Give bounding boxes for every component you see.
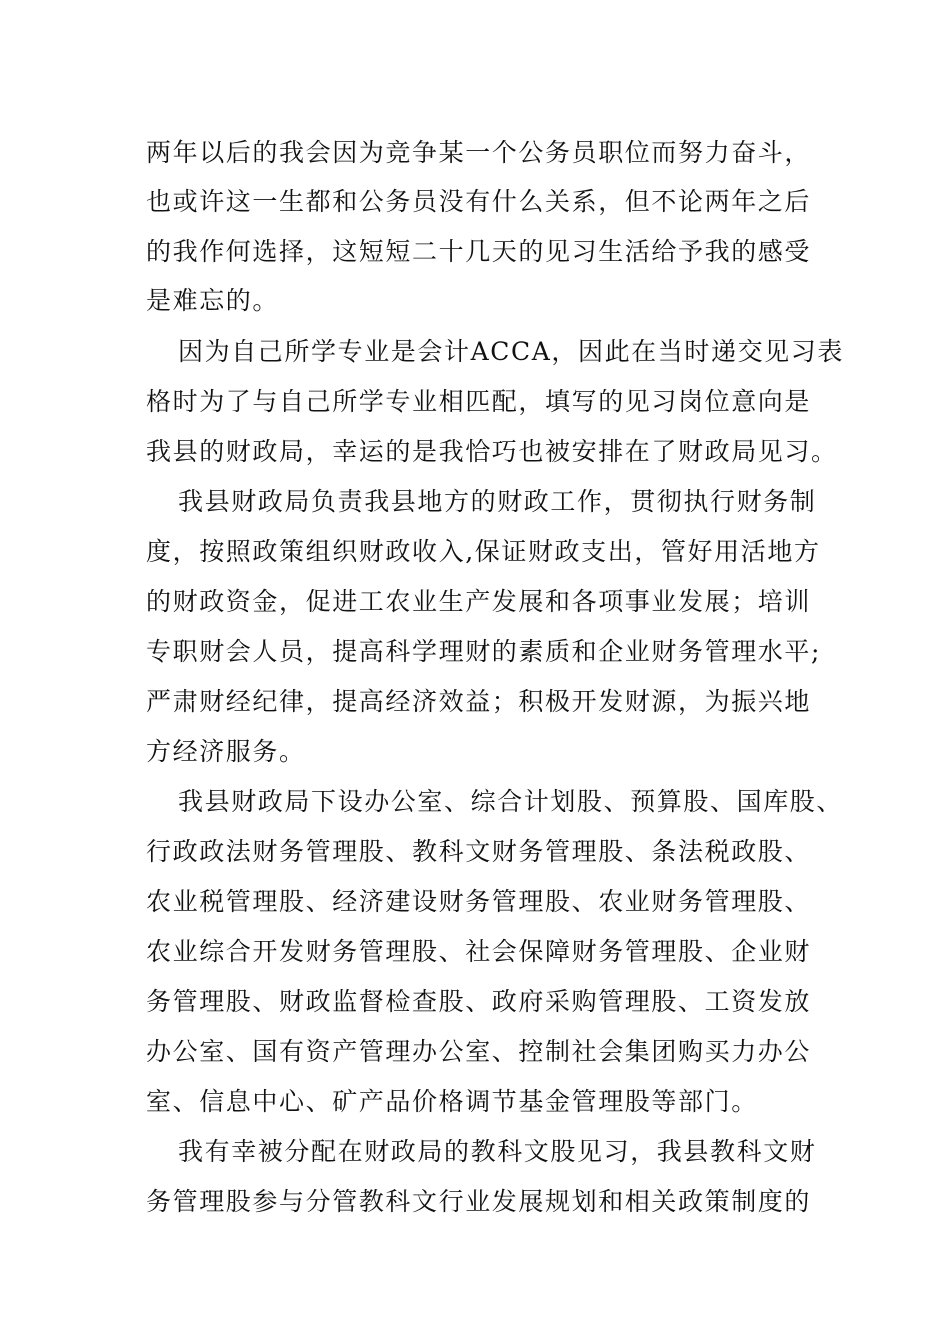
text-line: 务管理股、财政监督检查股、政府采购管理股、工资发放: [146, 987, 812, 1016]
text-line: 农业税管理股、经济建设财务管理股、农业财务管理股、: [146, 887, 812, 916]
text-line: 的我作何选择，这短短二十几天的见习生活给予我的感受: [146, 237, 812, 266]
text-line: 的财政资金，促进工农业生产发展和各项事业发展；培训: [146, 587, 812, 616]
paragraph-first-line: 我县财政局下设办公室、综合计划股、预算股、国库股、: [178, 787, 844, 816]
text-line: 是难忘的。: [146, 286, 280, 315]
text-line: 方经济服务。: [146, 737, 306, 766]
text-line: 室、信息中心、矿产品价格调节基金管理股等部门。: [146, 1087, 758, 1116]
text-line: 务管理股参与分管教科文行业发展规划和相关政策制度的: [146, 1187, 812, 1216]
text-line: 格时为了与自己所学专业相匹配，填写的见习岗位意向是: [146, 387, 812, 416]
text-line: 农业综合开发财务管理股、社会保障财务管理股、企业财: [146, 937, 812, 966]
text-line: 度，按照政策组织财政收入,保证财政支出，管好用活地方: [146, 537, 821, 566]
paragraph-first-line: 我有幸被分配在财政局的教科文股见习，我县教科文财: [178, 1137, 817, 1166]
text-line: 行政政法财务管理股、教科文财务管理股、条法税政股、: [146, 837, 812, 866]
text-line: 我县的财政局，幸运的是我恰巧也被安排在了财政局见习。: [146, 437, 838, 466]
text-line: 两年以后的我会因为竞争某一个公务员职位而努力奋斗，: [146, 138, 812, 167]
text-line: 也或许这一生都和公务员没有什么关系，但不论两年之后: [146, 187, 812, 216]
paragraph-first-line: 我县财政局负责我县地方的财政工作，贯彻执行财务制: [178, 487, 817, 516]
text-line: 严肃财经纪律，提高经济效益；积极开发财源，为振兴地: [146, 687, 812, 716]
text-line: 办公室、国有资产管理办公室、控制社会集团购买力办公: [146, 1037, 812, 1066]
text-line: 专职财会人员，提高科学理财的素质和企业财务管理水平;: [146, 637, 822, 666]
paragraph-first-line: 因为自己所学专业是会计ACCA，因此在当时递交见习表: [178, 337, 844, 366]
